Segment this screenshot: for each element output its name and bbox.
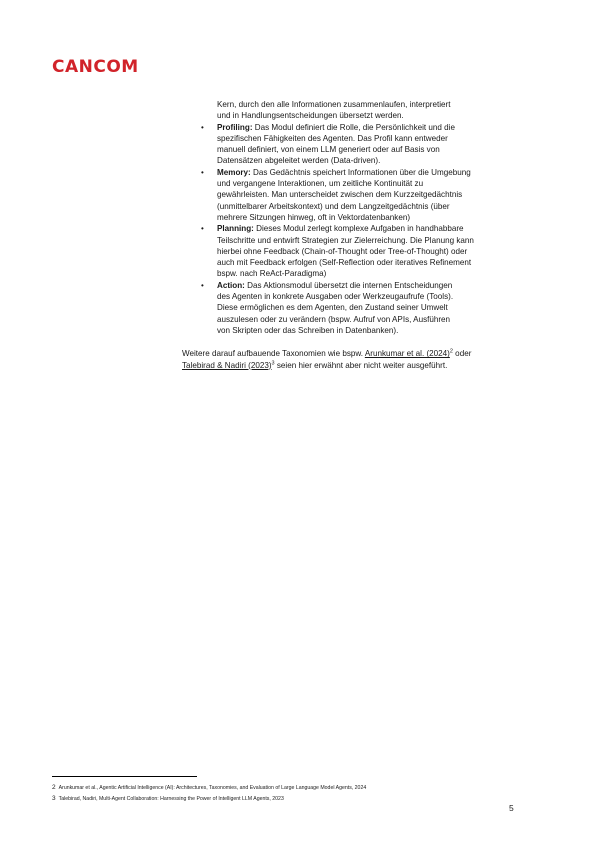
citation-link-talebirad[interactable]: Talebirad & Nadiri (2023) [182,360,272,370]
citation-link-arunkumar[interactable]: Arunkumar et al. (2024) [364,349,450,359]
item-line: Das Modul definiert die Rolle, die Persönlichkeit und die [252,122,455,132]
item-line: Das Aktionsmodul übersetzt die internen Entscheidungen [244,280,453,290]
item-line: manuell definiert, von einem LLM generiert oder auf Basis von [217,145,440,155]
item-line: hierbei ohne Feedback (Chain-of-Thought oder Tree-of-Thought) oder [217,246,468,256]
paragraph-text: Weitere darauf aufbauende Taxonomien wie bspw. [182,349,365,359]
footnote-divider [52,776,197,777]
list-item-memory [182,167,527,223]
item-line: und vergangene Interaktionen, um zeitliche Kontinuität zu [217,179,424,189]
footnote-ref[interactable]: 3 [271,359,275,366]
footnotes [52,783,552,804]
item-term: Planning: [217,224,254,234]
item-line: Teilschritte und entwirft Strategien zur Zielerreichung. Die Planung kann [217,235,474,245]
list-item-action [182,280,527,336]
item-line: von Skripten oder das Schreiben in Datenbanken). [217,325,399,335]
intro-line: und in Handlungsentscheidungen übersetzt werden. [217,111,404,121]
bullet-icon: • [201,122,204,132]
footnote-text: Talebirad, Nadiri, Multi-Agent Collaboration: Harnessing the Power of Intelligent LLM Agents, 2023 [58,795,284,802]
item-line: gewährleisten. Man unterscheidet zwischen dem Kurzzeitgedächtnis [217,190,463,200]
item-line: spezifischen Fähigkeiten des Agenten. Das Profil kann entweder [217,133,448,143]
item-line: mehrere Sitzungen hinweg, oft in Vektordatenbanken) [217,212,411,222]
item-line: (unmittelbarer Arbeitskontext) und dem Langzeitgedächtnis (über [217,201,450,211]
item-term: Action: [217,280,245,290]
item-term: Memory: [217,167,251,177]
footnote-number: 2 [52,784,56,791]
intro-continuation [217,99,527,122]
page-number: 5 [509,803,514,813]
intro-line: Kern, durch den alle Informationen zusammenlaufen, interpretiert [217,100,451,109]
item-term: Profiling: [217,122,253,132]
bullet-icon: • [201,224,204,234]
footnote-text: Arunkumar et al., Agentic Artificial Intelligence (AI): Architectures, Taxonomies, and Evaluation of Large Language Model Agents, 2024 [58,785,367,791]
list-item-planning [182,223,527,279]
taxonomy-paragraph [182,348,527,371]
module-list [182,122,527,337]
footnote-ref[interactable]: 2 [449,348,453,355]
item-line: Dieses Modul zerlegt komplexe Aufgaben in handhabbare [253,224,464,234]
bullet-icon: • [201,280,204,290]
item-line: Das Gedächtnis speichert Informationen über die Umgebung [250,167,471,177]
company-logo: CANCOM [52,57,139,77]
paragraph-text: oder [452,349,472,359]
bullet-icon: • [201,167,204,177]
item-line: des Agenten in konkrete Ausgaben oder Werkzeugaufrufe (Tools). [217,292,454,302]
main-content [182,99,527,371]
footnote [52,783,552,794]
item-line: Diese ermöglichen es dem Agenten, den Zustand seiner Umwelt [217,303,448,313]
item-line: bspw. nach ReAct-Paradigma) [217,269,327,279]
footnote-number: 3 [52,794,56,802]
footnote [52,794,552,805]
item-line: auszulesen oder zu verändern (bspw. Aufruf von APIs, Ausführen [217,314,451,324]
item-line: auch mit Feedback erfolgen (Self-Reflection oder iteratives Refinement [217,258,472,268]
item-line: Datensätzen abgeleitet werden (Data-driven). [217,156,381,166]
list-item-profiling [182,122,527,167]
paragraph-text: seien hier erwähnt aber nicht weiter ausgeführt. [274,360,448,370]
